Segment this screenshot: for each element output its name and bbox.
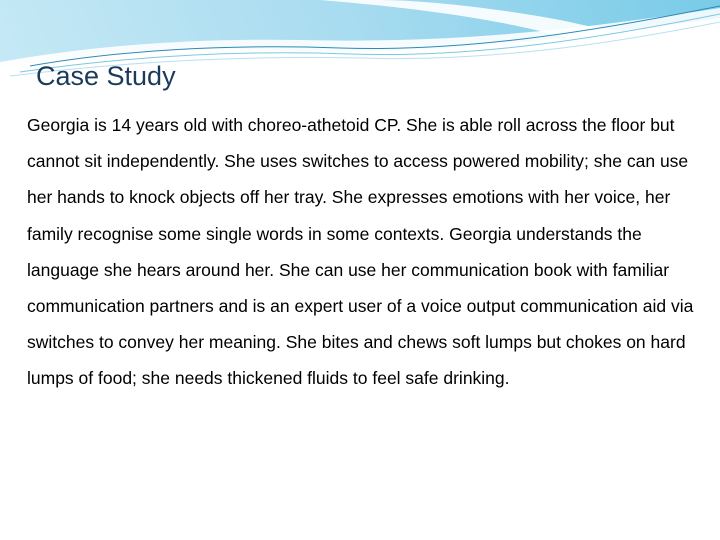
case-study-body: Georgia is 14 years old with choreo-athetoid CP. She is able roll across the floor but cannot sit independently. She uses switches to access powered mobility; she can use her hands to knock objects off her tray. She expresses emotions with her voice, her family recognise some single words in some contexts. Georgia understands the language she hears around her. She can use her communication book with familiar communication partners and is an expert user of a voice output communication aid via switches to convey her meaning. She bites and chews soft lumps but chokes on hard lumps of food; she needs thickened fluids to feel safe drinking. [27,115,694,389]
slide-title: Case Study [36,61,176,91]
